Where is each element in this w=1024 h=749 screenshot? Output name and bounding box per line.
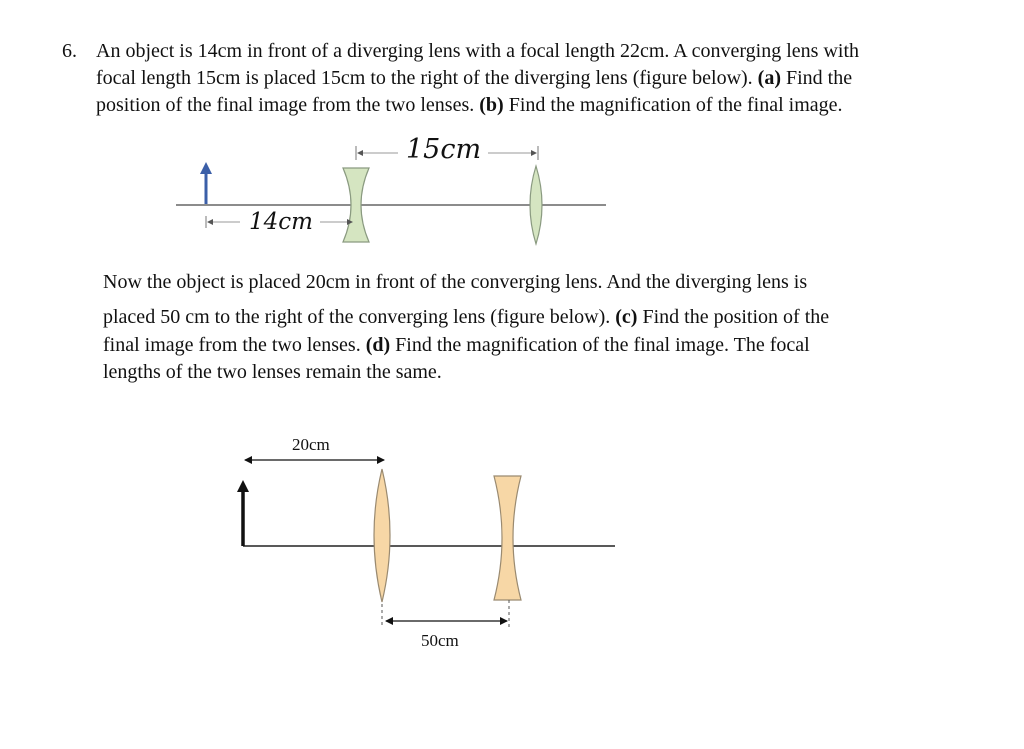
p2-line-3-text: final image from the two lenses.	[103, 334, 361, 356]
fig2-separation-label: 50cm	[421, 631, 459, 650]
p1-line-1: An object is 14cm in front of a diverging lens with a focal length 22cm. A converging lens with	[96, 40, 860, 62]
fig1-converging-lens	[530, 166, 542, 244]
part-c-label: (c)	[615, 306, 638, 328]
part-d-label: (d)	[365, 334, 391, 356]
part-b-label: (b)	[479, 94, 504, 116]
fig2-separation-dimension	[382, 600, 509, 628]
figure1	[176, 146, 606, 244]
part-b-text: Find the magnification of the final image.	[508, 94, 843, 116]
p2-line-2-text: placed 50 cm to the right of the converging lens (figure below).	[103, 306, 611, 328]
fig2-diverging-lens	[494, 476, 521, 600]
part-c-text: Find the position of the	[642, 306, 830, 328]
p2-line-4: lengths of the two lenses remain the same.	[103, 361, 442, 383]
fig2-object-arrowhead	[237, 480, 249, 492]
fig2-converging-lens	[374, 469, 390, 602]
fig2-object-distance-label: 20cm	[292, 435, 330, 454]
p2-line-1: Now the object is placed 20cm in front of the converging lens. And the diverging lens is	[103, 271, 808, 293]
part-a-text: Find the	[786, 67, 853, 89]
problem-number: 6.	[62, 40, 77, 62]
figure2	[237, 460, 615, 628]
part-d-text: Find the magnification of the final image. The focal	[395, 334, 810, 356]
fig1-object-arrow	[200, 162, 212, 204]
fig1-separation-label: 15cm	[402, 134, 485, 166]
p1-line-2-text: focal length 15cm is placed 15cm to the right of the diverging lens (figure below).	[96, 67, 753, 89]
part-a-label: (a)	[757, 67, 781, 89]
fig1-object-distance-label: 14cm	[246, 208, 316, 236]
p1-line-3-text: position of the final image from the two lenses.	[96, 94, 475, 116]
